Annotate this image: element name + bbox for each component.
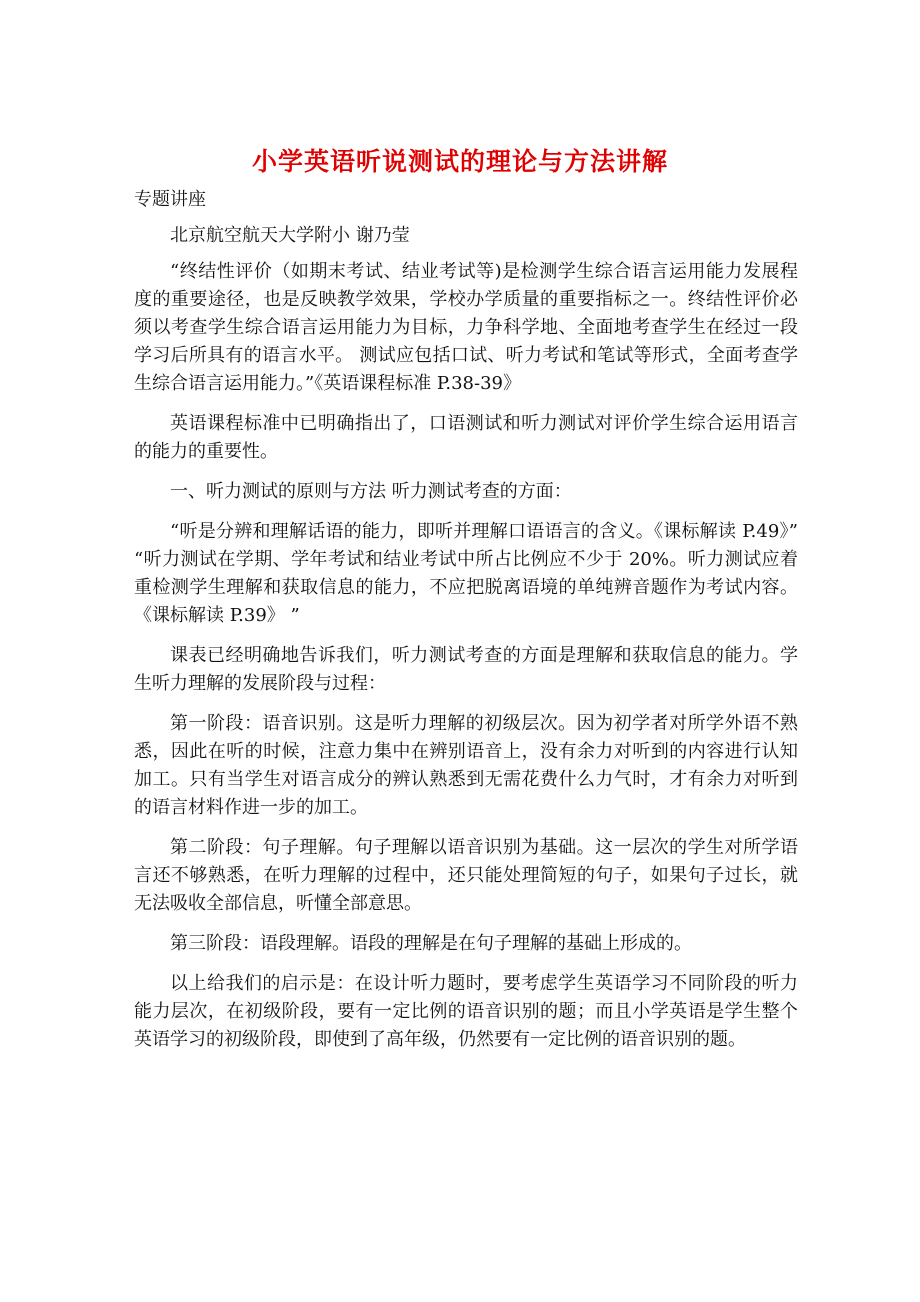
paragraph: 课表已经明确地告诉我们，听力测试考查的方面是理解和获取信息的能力。学生听力理解的发展阶段与过程： [134, 645, 798, 694]
paragraph: “听是分辨和理解话语的能力，即听并理解口语语言的含义。《课标解读 P.49》” “听力测试在学期、学年考试和结业考试中所占比例应不少于 20%。听力测试应着重检测学生理解和获取信息的能力，不应把脱离语境的单纯辨音题作为考试内容。《课标解读 P.39》 ” [134, 521, 798, 626]
paragraph: 第二阶段：句子理解。句子理解以语音识别为基础。这一层次的学生对所学语言还不够熟悉，在听力理解的过程中，还只能处理简短的句子，如果句子过长，就无法吸收全部信息，听懂全部意思。 [134, 837, 798, 914]
document-title: 小学英语听说测试的理论与方法讲解 [251, 147, 668, 176]
paragraph: 一、听力测试的原则与方法 听力测试考查的方面： [170, 481, 572, 502]
document-subtitle: 专题讲座 [134, 189, 206, 210]
paragraph: 第三阶段：语段理解。语段的理解是在句子理解的基础上形成的。 [170, 933, 692, 954]
paragraph: “终结性评价（如期末考试、结业考试等)是检测学生综合语言运用能力发展程度的重要途径，也是反映教学效果，学校办学质量的重要指标之一。终结性评价必须以考查学生综合语言运用能力为目标，力争科学地、全面地考查学生在经过一段学习后所具有的语言水平。 测试应包括口试、听力考试和笔试等形式，全面考查学生综合语言运用能力。”《英语课程标准 P.38-39》 [134, 261, 798, 394]
document-author: 北京航空航天大学附小 谢乃莹 [170, 225, 410, 246]
paragraph: 英语课程标准中已明确指出了，口语测试和听力测试对评价学生综合运用语言的能力的重要性。 [134, 413, 798, 462]
paragraph: 第一阶段：语音识别。这是听力理解的初级层次。因为初学者对所学外语不熟悉，因此在听的时候，注意力集中在辨别语音上，没有余力对听到的内容进行认知加工。只有当学生对语言成分的辨认熟悉到无需花费什么力气时，才有余力对听到的语言材料作进一步的加工。 [134, 713, 798, 818]
document-body [134, 186, 798, 1066]
paragraph: 以上给我们的启示是：在设计听力题时，要考虑学生英语学习不同阶段的听力能力层次，在初级阶段，要有一定比例的语音识别的题；而且小学英语是学生整个英语学习的初级阶段，即使到了高年级，仍然要有一定比例的语音识别的题。 [134, 973, 798, 1050]
